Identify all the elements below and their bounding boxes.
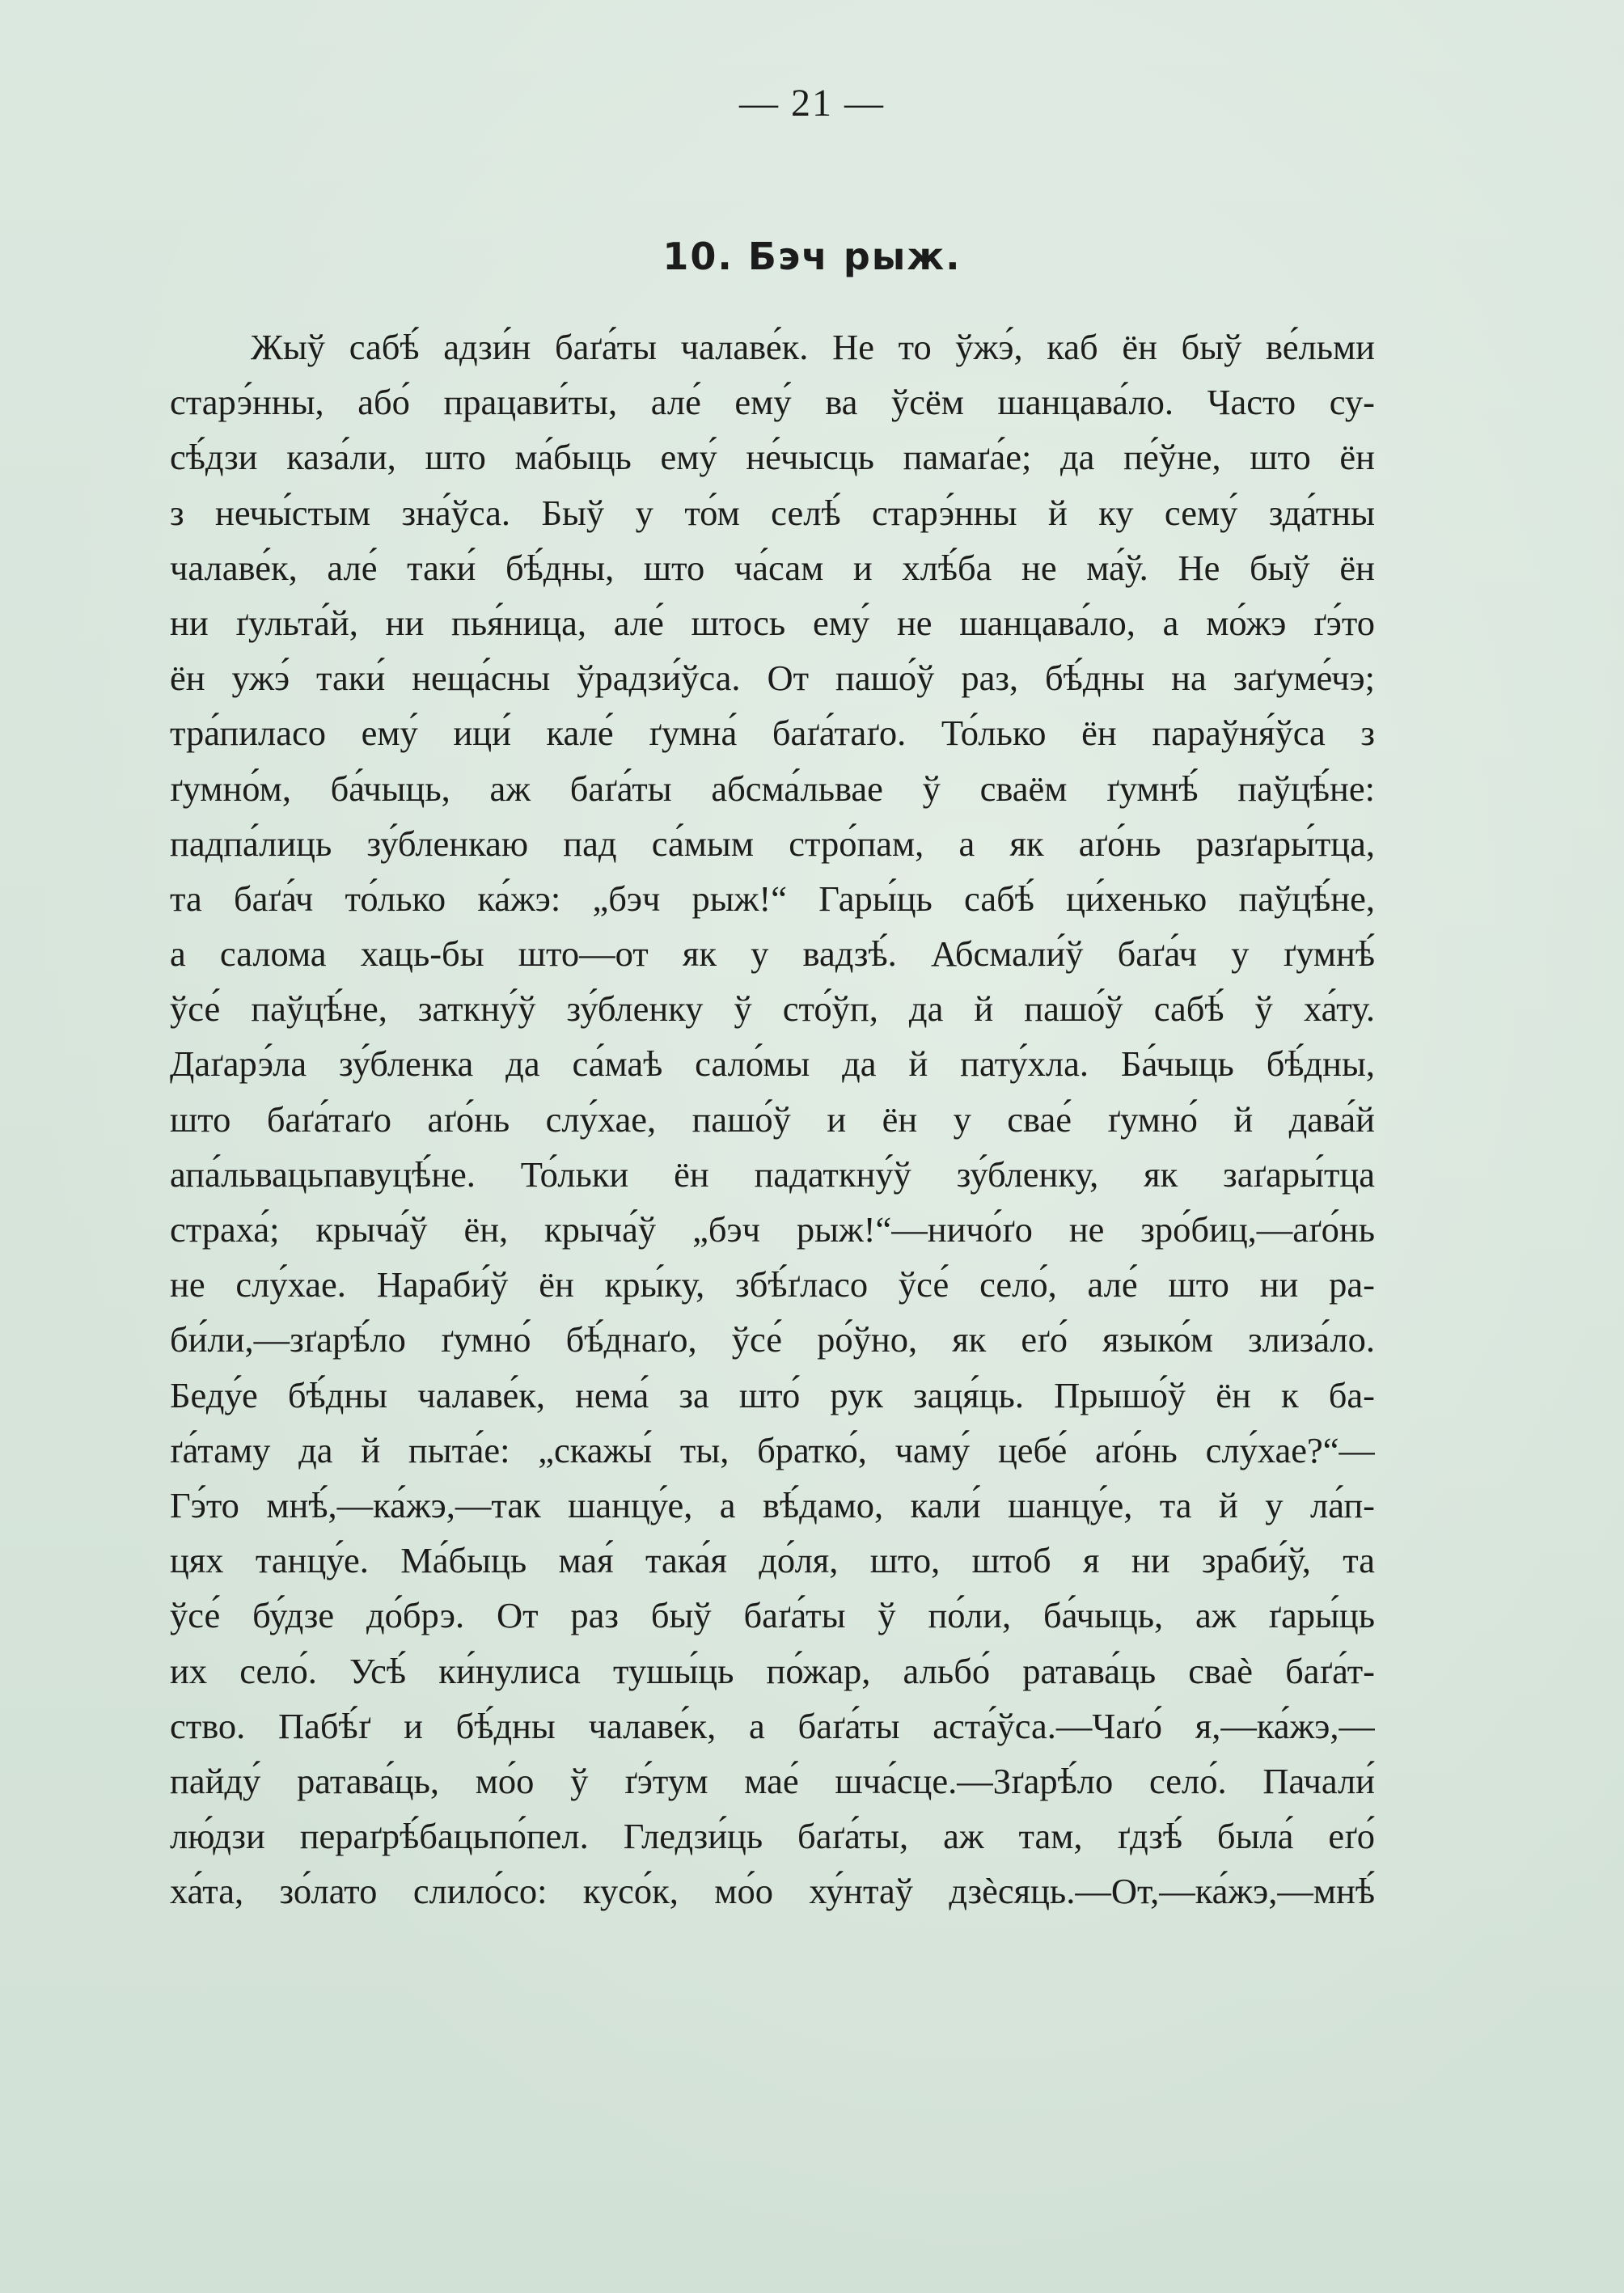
text-line: не слу́хае. Нараби́ў ён кры́ку, збѣ́ґласо ўсе́ село́, але́ што ни ра-	[170, 1264, 1375, 1305]
text-line: ґа́таму да й пыта́е: „скажы́ ты, братко́, чаму́ цебе́ аґо́нь слу́хае?“—	[170, 1429, 1375, 1470]
text-line: чалаве́к, але́ таки́ бѣ́дны, што ча́сам и хлѣ́ба не ма́ў. Не быў ён	[170, 547, 1375, 588]
text-line: та баґа́ч то́лько ка́жэ: „бэч рыж!“ Гары́ць сабѣ́ ци́хенько паўцѣ́не,	[170, 878, 1375, 919]
text-line: сѣ́дзи каза́ли, што ма́быць ему́ не́чысць памаґа́е; да пе́ўне, што ён	[170, 437, 1375, 478]
text-line: цях танцу́е. Ма́быць мая́ така́я до́ля, што, штоб я ни зраби́ў, та	[170, 1540, 1375, 1581]
text-line: Жыў сабѣ́ адзи́н баґа́ты чалаве́к. Не то ўжэ́, каб ён быў ве́льми	[251, 327, 1375, 367]
text-line: Беду́е бѣ́дны чалаве́к, нема́ за што́ рук заця́ць. Прышо́ў ён к ба-	[170, 1374, 1375, 1415]
body-text	[170, 319, 1375, 1919]
text-line: старэ́нны, або́ працави́ты, але́ ему́ ва ўсём шанцава́ло. Часто су-	[170, 382, 1375, 423]
text-line: тра́пиласо ему́ ици́ кале́ ґумна́ баґа́таґо. То́лько ён параўня́ўса з	[170, 713, 1375, 754]
text-line: пайду́ ратава́ць, мо́о ў ґэ́тум мае́ шча́сце.—Зґарѣ́ло село́. Пачали́	[170, 1760, 1375, 1801]
text-line: ха́та, зо́лато слило́со: кусо́к, мо́о ху́нтаў дзѐсяць.—От,—ка́жэ,—мнѣ́	[170, 1871, 1375, 1912]
text-line: Гэ́то мнѣ́,—ка́жэ,—так шанцу́е, а вѣ́дамо, кали́ шанцу́е, та й у ла́п-	[170, 1484, 1375, 1525]
text-line: страха́; крыча́ў ён, крыча́ў „бэч рыж!“—ничо́ґо не зро́биц,—аґо́нь	[170, 1209, 1375, 1250]
text-line: ни ґульта́й, ни пья́ница, але́ штось ему́ не шанцава́ло, а мо́жэ ґэ́то	[170, 602, 1375, 643]
story-title: 10. Бэч рыж.	[662, 235, 962, 278]
text-line: а салома хаць-бы што—от як у вадзѣ́. Абсмали́ў баґа́ч у ґумнѣ́	[170, 933, 1375, 975]
text-line: падпа́лиць зу́бленкаю пад са́мым стро́пам, а як аґо́нь разґары́тца,	[170, 823, 1375, 864]
text-line: ўсе́ паўцѣ́не, заткну́ў зу́бленку ў сто́ўп, да й пашо́ў сабѣ́ ў ха́ту.	[170, 988, 1375, 1030]
text-line: лю́дзи пераґрѣ́бацьпо́пел. Гледзи́ць баґа́ты, аж там, ґдзѣ́ была́ еґо́	[170, 1816, 1375, 1857]
text-line: што баґа́таґо аґо́нь слу́хае, пашо́ў и ён у свае́ ґумно́ й дава́й	[170, 1098, 1375, 1140]
text-line: Даґарэ́ла зу́бленка да са́маѣ сало́мы да й пату́хла. Ба́чыць бѣ́дны,	[170, 1043, 1375, 1085]
page-number: — 21 —	[739, 82, 885, 125]
text-line: ство. Пабѣ́ґ и бѣ́дны чалаве́к, а баґа́ты аста́ўса.—Чаґо́ я,—ка́жэ,—	[170, 1705, 1375, 1746]
text-line: з нечы́стым зна́ўса. Быў у то́м селѣ́ старэ́нны й ку сему́ зда́тны	[170, 492, 1375, 533]
text-line: ўсе́ бу́дзе до́брэ. От раз быў баґа́ты ў по́ли, ба́чыць, аж ґары́ць	[170, 1595, 1375, 1636]
text-line: их село́. Усѣ́ ки́нулиса тушы́ць по́жар, альбо́ ратава́ць сваѐ баґа́т-	[170, 1650, 1375, 1691]
text-line: ён ужэ́ таки́ неща́сны ўрадзи́ўса. От пашо́ў раз, бѣ́дны на заґуме́чэ;	[170, 658, 1375, 699]
text-line: би́ли,—зґарѣ́ло ґумно́ бѣ́днаґо, ўсе́ ро́ўно, як еґо́ языко́м злиза́ло.	[170, 1319, 1375, 1360]
text-line: ґумно́м, ба́чыць, аж баґа́ты абсма́львае ў сваём ґумнѣ́ паўцѣ́не:	[170, 768, 1375, 809]
text-line: апа́львацьпавуцѣ́не. То́льки ён падаткну́ў зу́бленку, як заґары́тца	[170, 1153, 1375, 1195]
